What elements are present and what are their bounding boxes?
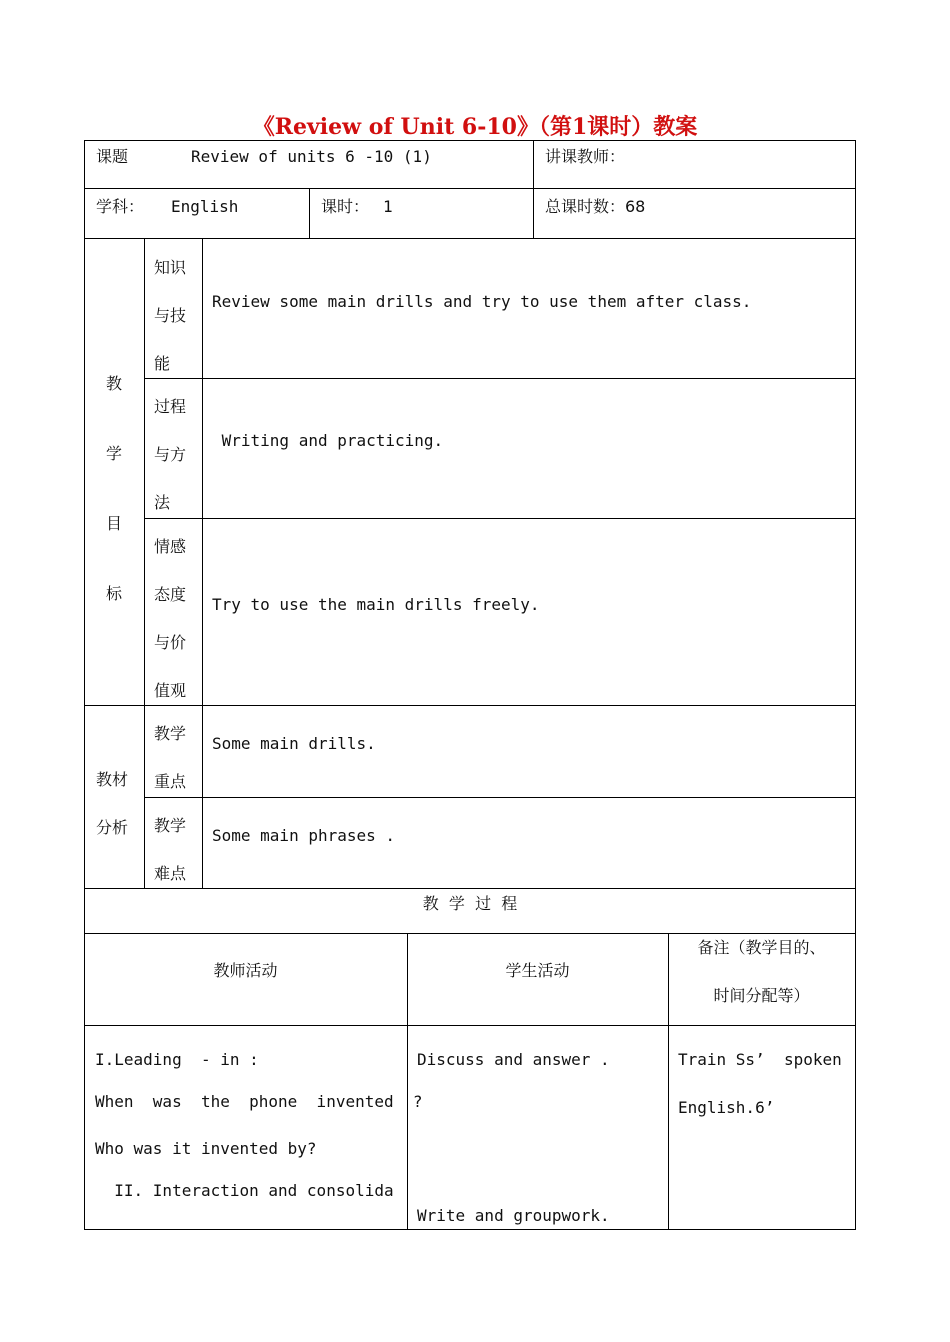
process-heading: 教 学 过 程 (422, 894, 518, 913)
topic-value: Review of units 6 -10 (1) (191, 147, 432, 166)
subject-label: 学科： (96, 197, 145, 216)
page-title: 《Review of Unit 6-10》（第1课时）教案 (252, 114, 698, 140)
notes-line-1: Train Ss’ spoken (678, 1050, 842, 1069)
analysis-content-difficulties: Some main phrases . (212, 826, 396, 845)
analysis-group-label: 教材 分析 (96, 770, 129, 837)
teacher-line-2: When was the phone invented ? (95, 1092, 423, 1111)
objective-label-process: 过程 与方 法 (154, 397, 187, 512)
objective-content-process: Writing and practicing. (212, 431, 444, 450)
topic-label: 课题 (96, 147, 129, 166)
subject-value: English (171, 197, 239, 216)
teacher-activity-header: 教师活动 (213, 961, 278, 980)
notes-header-line2: 时间分配等） (713, 986, 810, 1005)
analysis-label-keypoints: 教学 重点 (154, 724, 187, 791)
period-label: 课时： (321, 197, 370, 216)
objective-content-knowledge: Review some main drills and try to use them after class. (212, 292, 752, 311)
teacher-line-1: I.Leading - in : (95, 1050, 259, 1069)
student-activity-header: 学生活动 (505, 961, 570, 980)
teacher-line-4: II. Interaction and consolida (95, 1181, 394, 1200)
objective-label-attitude: 情感 态度 与价 值观 (154, 537, 187, 700)
notes-line-2: English.6’ (678, 1098, 775, 1117)
objective-label-knowledge: 知识 与技 能 (154, 258, 187, 373)
student-line-2: Write and groupwork. (417, 1206, 610, 1225)
student-line-1: Discuss and answer . (417, 1050, 610, 1069)
objectives-group-label: 教 学 目 标 (106, 374, 123, 603)
total-periods: 总课时数：68 (545, 197, 646, 216)
objective-content-attitude: Try to use the main drills freely. (212, 595, 540, 614)
teacher-label: 讲课教师： (545, 147, 626, 166)
notes-header-line1: 备注（教学目的、 (697, 938, 826, 957)
period-value: 1 (383, 197, 393, 216)
analysis-label-difficulties: 教学 难点 (154, 816, 187, 883)
teacher-line-3: Who was it invented by? (95, 1139, 317, 1158)
analysis-content-keypoints: Some main drills. (212, 734, 376, 753)
